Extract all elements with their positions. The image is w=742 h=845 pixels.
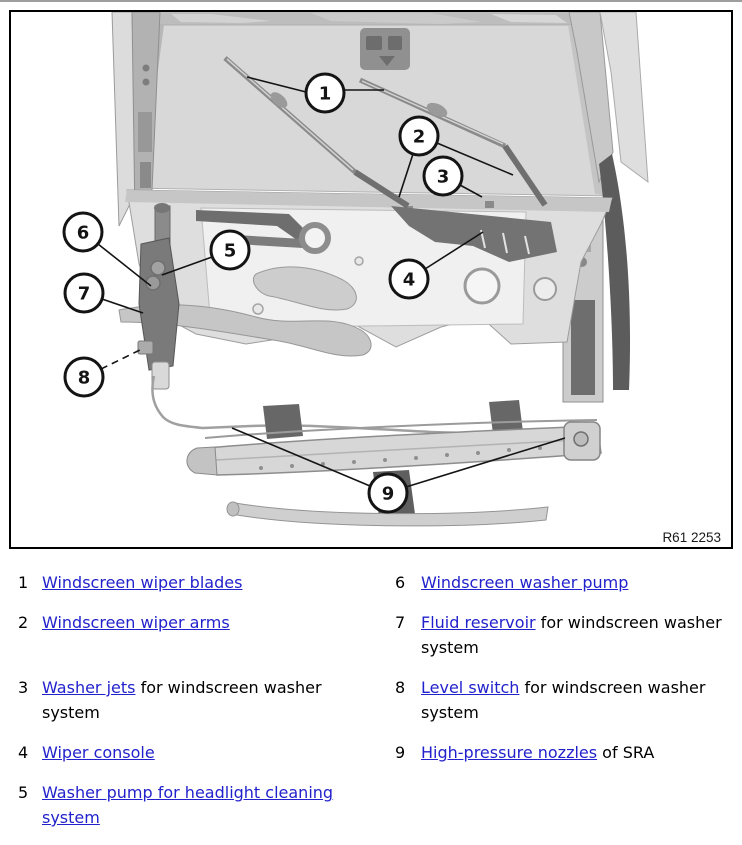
legend-item-text <box>42 780 395 830</box>
legend-item-number <box>395 780 421 830</box>
callout-leader-8 <box>101 349 142 369</box>
svg-text:7: 7 <box>77 283 91 305</box>
legend <box>0 570 742 845</box>
diagram-frame <box>9 10 733 549</box>
legend-item-line <box>42 700 395 725</box>
svg-text:9: 9 <box>381 483 395 505</box>
legend-item-number: 5 <box>18 783 29 802</box>
legend-text: for windscreen washer <box>135 678 322 697</box>
legend-item-line <box>42 780 395 805</box>
callout-6 <box>64 213 102 251</box>
legend-text: system <box>421 703 479 722</box>
legend-item-text <box>42 570 395 595</box>
legend-item-line <box>42 610 395 635</box>
legend-item-text <box>42 675 395 725</box>
legend-row <box>18 780 742 830</box>
callout-3 <box>424 157 462 195</box>
svg-text:8: 8 <box>77 367 91 389</box>
windscreen-and-roof <box>127 12 612 196</box>
legend-item-line <box>421 740 742 765</box>
svg-text:6: 6 <box>76 222 90 244</box>
legend-item-line <box>42 570 395 595</box>
legend-item-number: 2 <box>18 613 29 632</box>
legend-item-text <box>421 610 742 660</box>
legend-row <box>18 740 742 765</box>
legend-row <box>18 570 742 595</box>
legend-item-number: 3 <box>18 678 29 697</box>
callout-9 <box>369 474 407 512</box>
legend-item-line <box>42 740 395 765</box>
legend-item-line <box>421 700 742 725</box>
legend-item-text <box>42 740 395 765</box>
legend-item-text <box>421 740 742 765</box>
legend-item-number: 7 <box>395 613 406 632</box>
legend-item-line <box>42 675 395 700</box>
callout-8 <box>65 358 103 396</box>
legend-item-text <box>42 610 395 660</box>
legend-link[interactable]: Washer jets <box>42 678 136 697</box>
page-top-divider <box>0 0 742 2</box>
legend-link[interactable]: system <box>42 808 100 827</box>
legend-link[interactable]: Level switch <box>421 678 520 697</box>
svg-text:1: 1 <box>318 83 332 105</box>
legend-item-number: 1 <box>18 573 29 592</box>
legend-text: system <box>421 638 479 657</box>
legend-item-line <box>421 635 742 660</box>
legend-text: of SRA <box>597 743 655 762</box>
legend-item-text <box>421 570 742 595</box>
legend-link[interactable]: Fluid reservoir <box>421 613 536 632</box>
legend-item-number: 6 <box>395 573 406 592</box>
legend-row <box>18 610 742 660</box>
legend-link[interactable]: Washer pump for headlight cleaning <box>42 783 334 802</box>
legend-text: for windscreen washer <box>519 678 706 697</box>
legend-link[interactable]: Windscreen wiper arms <box>42 613 230 632</box>
svg-text:2: 2 <box>412 126 426 148</box>
legend-item-number: 4 <box>18 743 29 762</box>
legend-text: for windscreen washer <box>535 613 722 632</box>
svg-text:4: 4 <box>402 269 416 291</box>
legend-item-line <box>421 570 742 595</box>
legend-link[interactable]: High-pressure nozzles <box>421 743 598 762</box>
legend-item-line <box>42 805 395 830</box>
callout-4 <box>390 260 428 298</box>
legend-item-line <box>421 675 742 700</box>
legend-text: system <box>42 703 100 722</box>
legend-item-line <box>421 610 742 635</box>
figure-reference: R61 2253 <box>662 530 721 545</box>
legend-link[interactable]: Windscreen wiper blades <box>42 573 243 592</box>
legend-item-text <box>421 675 742 725</box>
callout-7 <box>65 274 103 312</box>
callout-2 <box>400 117 438 155</box>
legend-row <box>18 675 742 725</box>
legend-item-number: 9 <box>395 743 406 762</box>
callout-5 <box>211 231 249 269</box>
legend-link[interactable]: Windscreen washer pump <box>421 573 629 592</box>
callout-1 <box>306 74 344 112</box>
cowl-panel <box>119 190 612 356</box>
legend-item-number: 8 <box>395 678 406 697</box>
legend-item-text <box>421 780 742 830</box>
svg-text:5: 5 <box>223 240 237 262</box>
vehicle-front-illustration <box>11 12 731 547</box>
svg-text:3: 3 <box>436 166 450 188</box>
legend-link[interactable]: Wiper console <box>42 743 155 762</box>
